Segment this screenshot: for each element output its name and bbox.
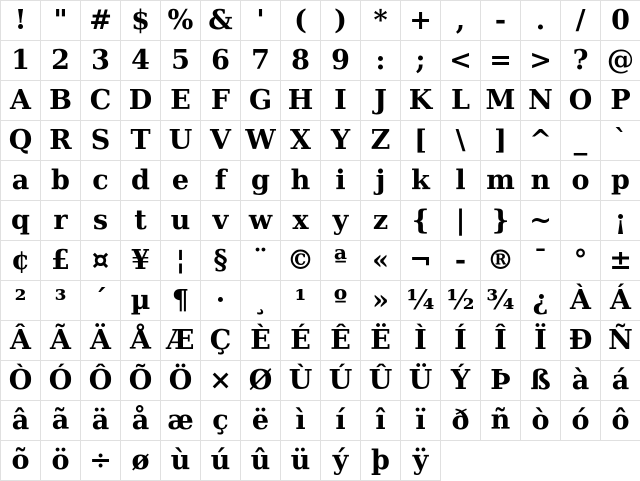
glyph-cell[interactable]: ¡ [601,201,640,241]
glyph-cell[interactable]: ª [321,241,361,281]
glyph-cell[interactable]: ò [521,401,561,441]
glyph-cell[interactable]: m [481,161,521,201]
glyph-cell[interactable]: ¬ [401,241,441,281]
glyph-cell[interactable]: É [281,321,321,361]
glyph-cell[interactable]: [ [401,121,441,161]
glyph-cell[interactable]: g [241,161,281,201]
glyph-cell[interactable]: r [41,201,81,241]
glyph-cell[interactable]: R [41,121,81,161]
glyph-cell[interactable]: â [1,401,41,441]
glyph-cell[interactable]: 3 [81,41,121,81]
glyph-cell[interactable]: ü [281,441,321,481]
glyph-cell[interactable]: C [81,81,121,121]
glyph-cell[interactable]: Ë [361,321,401,361]
glyph-cell[interactable]: Û [361,361,401,401]
glyph-cell[interactable]: ´ [81,281,121,321]
glyph-cell[interactable]: ~ [521,201,561,241]
glyph-cell[interactable]: 4 [121,41,161,81]
glyph-cell[interactable]: ë [241,401,281,441]
glyph-cell[interactable]: | [441,201,481,241]
glyph-cell[interactable]: ì [281,401,321,441]
glyph-cell[interactable]: á [601,361,640,401]
glyph-cell[interactable]: · [201,281,241,321]
glyph-cell[interactable]: Í [441,321,481,361]
glyph-cell[interactable]: t [121,201,161,241]
glyph-cell[interactable]: f [201,161,241,201]
glyph-cell[interactable]: Ô [81,361,121,401]
glyph-cell[interactable]: Â [1,321,41,361]
glyph-cell[interactable]: E [161,81,201,121]
glyph-cell[interactable]: ¿ [521,281,561,321]
glyph-cell[interactable]: 8 [281,41,321,81]
glyph-cell[interactable]: x [281,201,321,241]
glyph-cell[interactable]: s [81,201,121,241]
glyph-cell[interactable]: Ü [401,361,441,401]
glyph-cell[interactable]: G [241,81,281,121]
glyph-cell[interactable]: Y [321,121,361,161]
glyph-cell[interactable]: Ö [161,361,201,401]
glyph-cell[interactable]: M [481,81,521,121]
glyph-cell[interactable]: { [401,201,441,241]
glyph-cell[interactable]: T [121,121,161,161]
glyph-cell[interactable]: a [1,161,41,201]
glyph-cell[interactable]: Õ [121,361,161,401]
glyph-cell[interactable]: ! [1,1,41,41]
glyph-cell[interactable]: ° [561,241,601,281]
glyph-cell[interactable]: ¨ [241,241,281,281]
glyph-cell[interactable]: 6 [201,41,241,81]
glyph-cell[interactable]: w [241,201,281,241]
glyph-cell[interactable]: £ [41,241,81,281]
glyph-cell[interactable]: 7 [241,41,281,81]
glyph-cell[interactable]: n [521,161,561,201]
glyph-cell[interactable]: Ê [321,321,361,361]
glyph-cell[interactable]: J [361,81,401,121]
glyph-cell[interactable]: Ý [441,361,481,401]
glyph-cell[interactable]: L [441,81,481,121]
glyph-cell[interactable]: P [601,81,640,121]
glyph-cell[interactable]: ¢ [1,241,41,281]
glyph-cell[interactable]: ¼ [401,281,441,321]
glyph-cell[interactable]: U [161,121,201,161]
glyph-cell[interactable]: î [361,401,401,441]
glyph-cell[interactable]: ¾ [481,281,521,321]
glyph-cell[interactable]: D [121,81,161,121]
glyph-cell[interactable]: 1 [1,41,41,81]
glyph-cell[interactable]: ¹ [281,281,321,321]
glyph-cell[interactable]: ô [601,401,640,441]
glyph-cell[interactable]: N [521,81,561,121]
glyph-cell[interactable]: Ñ [601,321,640,361]
glyph-cell[interactable]: ' [241,1,281,41]
glyph-cell[interactable]: ? [561,41,601,81]
glyph-cell[interactable]: q [1,201,41,241]
glyph-cell[interactable]: v [201,201,241,241]
glyph-cell[interactable]: $ [121,1,161,41]
void-area [561,441,601,481]
glyph-cell[interactable]: - [481,1,521,41]
glyph-cell[interactable]: O [561,81,601,121]
glyph-cell[interactable]: & [201,1,241,41]
glyph-cell[interactable]: ¸ [241,281,281,321]
glyph-cell[interactable]: + [401,1,441,41]
glyph-cell[interactable]: æ [161,401,201,441]
glyph-cell[interactable]: % [161,1,201,41]
glyph-cell[interactable]: S [81,121,121,161]
glyph-cell[interactable]: Ï [521,321,561,361]
glyph-cell[interactable]: ä [81,401,121,441]
glyph-cell[interactable]: A [1,81,41,121]
glyph-cell[interactable]: µ [121,281,161,321]
glyph-cell[interactable]: i [321,161,361,201]
glyph-cell[interactable]: " [41,1,81,41]
glyph-cell[interactable]: . [521,1,561,41]
glyph-cell[interactable]: b [41,161,81,201]
glyph-cell[interactable]: o [561,161,601,201]
glyph-cell[interactable]: l [441,161,481,201]
glyph-cell[interactable]: ã [41,401,81,441]
glyph-cell[interactable]: Á [601,281,640,321]
glyph-cell[interactable]: / [561,1,601,41]
glyph-cell[interactable]: ï [401,401,441,441]
glyph-cell[interactable]: ± [601,241,640,281]
glyph-cell[interactable]: ç [201,401,241,441]
glyph-cell[interactable]: « [361,241,401,281]
glyph-cell[interactable]: e [161,161,201,201]
glyph-cell[interactable]: Þ [481,361,521,401]
glyph-cell[interactable]: ù [161,441,201,481]
glyph-cell[interactable]: ³ [41,281,81,321]
glyph-cell[interactable]: F [201,81,241,121]
glyph-cell[interactable]: Ì [401,321,441,361]
glyph-cell[interactable]: Ç [201,321,241,361]
glyph-cell[interactable]: 2 [41,41,81,81]
glyph-cell[interactable]: 0 [601,1,640,41]
glyph-cell[interactable]: W [241,121,281,161]
glyph-cell[interactable]: V [201,121,241,161]
glyph-cell[interactable]: X [281,121,321,161]
glyph-cell[interactable]: > [521,41,561,81]
empty-cell[interactable] [561,201,601,241]
glyph-cell[interactable]: # [81,1,121,41]
glyph-cell[interactable]: Ó [41,361,81,401]
glyph-cell[interactable]: » [361,281,401,321]
glyph-cell[interactable]: þ [361,441,401,481]
glyph-cell[interactable]: I [321,81,361,121]
glyph-cell[interactable]: y [321,201,361,241]
glyph-cell[interactable]: h [281,161,321,201]
glyph-cell[interactable]: < [441,41,481,81]
glyph-cell[interactable]: c [81,161,121,201]
glyph-cell[interactable]: õ [1,441,41,481]
glyph-cell[interactable]: : [361,41,401,81]
glyph-cell[interactable]: ® [481,241,521,281]
glyph-cell[interactable]: í [321,401,361,441]
glyph-cell[interactable]: ½ [441,281,481,321]
glyph-cell[interactable]: Ã [41,321,81,361]
void-area [601,441,640,481]
glyph-cell[interactable]: K [401,81,441,121]
glyph-cell[interactable]: ó [561,401,601,441]
glyph-cell[interactable]: u [161,201,201,241]
glyph-cell[interactable]: j [361,161,401,201]
glyph-cell[interactable]: Æ [161,321,201,361]
glyph-cell[interactable]: } [481,201,521,241]
glyph-cell[interactable]: Ä [81,321,121,361]
glyph-cell[interactable]: ñ [481,401,521,441]
glyph-cell[interactable]: © [281,241,321,281]
glyph-cell[interactable]: 9 [321,41,361,81]
glyph-cell[interactable]: = [481,41,521,81]
glyph-cell[interactable]: ÿ [401,441,441,481]
glyph-cell[interactable]: Î [481,321,521,361]
glyph-cell[interactable]: ¶ [161,281,201,321]
glyph-cell[interactable]: Ú [321,361,361,401]
glyph-cell[interactable]: ¤ [81,241,121,281]
glyph-cell[interactable]: Ø [241,361,281,401]
glyph-cell[interactable]: ` [601,121,640,161]
glyph-cell[interactable]: à [561,361,601,401]
glyph-cell[interactable]: d [121,161,161,201]
glyph-cell[interactable]: × [201,361,241,401]
glyph-cell[interactable]: Ð [561,321,601,361]
glyph-cell[interactable]: p [601,161,640,201]
glyph-cell[interactable]: Ò [1,361,41,401]
glyph-cell[interactable]: ÷ [81,441,121,481]
glyph-cell[interactable]: ¯ [521,241,561,281]
glyph-cell[interactable]: Z [361,121,401,161]
glyph-cell[interactable]: ø [121,441,161,481]
glyph-cell[interactable]: @ [601,41,640,81]
glyph-cell[interactable]: ( [281,1,321,41]
glyph-cell[interactable]: ð [441,401,481,441]
glyph-cell[interactable]: ú [201,441,241,481]
glyph-cell[interactable]: B [41,81,81,121]
glyph-cell[interactable]: ý [321,441,361,481]
glyph-cell[interactable]: Ù [281,361,321,401]
glyph-cell[interactable]: È [241,321,281,361]
glyph-cell[interactable]: ¦ [161,241,201,281]
glyph-cell[interactable]: H [281,81,321,121]
glyph-cell[interactable]: k [401,161,441,201]
glyph-cell[interactable]: \ [441,121,481,161]
glyph-cell[interactable]: ö [41,441,81,481]
glyph-cell[interactable]: * [361,1,401,41]
glyph-cell[interactable]: z [361,201,401,241]
glyph-cell[interactable]: å [121,401,161,441]
glyph-cell[interactable]: 5 [161,41,201,81]
glyph-cell[interactable]: ß [521,361,561,401]
void-area [521,441,561,481]
glyph-cell[interactable]: û [241,441,281,481]
void-area [481,441,521,481]
glyph-cell[interactable]: º [321,281,361,321]
glyph-cell[interactable]: ] [481,121,521,161]
glyph-cell[interactable]: § [201,241,241,281]
glyph-cell[interactable]: - [441,241,481,281]
glyph-cell[interactable]: ) [321,1,361,41]
glyph-cell[interactable]: _ [561,121,601,161]
glyph-cell[interactable]: ¥ [121,241,161,281]
glyph-cell[interactable]: , [441,1,481,41]
glyph-cell[interactable]: Q [1,121,41,161]
void-area [441,441,481,481]
glyph-cell[interactable]: ² [1,281,41,321]
glyph-cell[interactable]: ^ [521,121,561,161]
glyph-cell[interactable]: ; [401,41,441,81]
glyph-cell[interactable]: À [561,281,601,321]
glyph-cell[interactable]: Å [121,321,161,361]
